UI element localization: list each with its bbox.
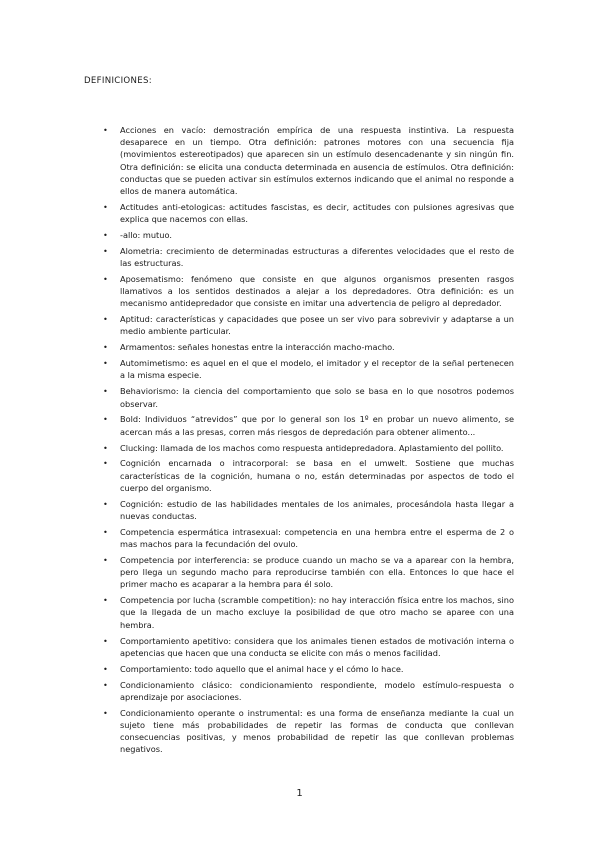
bullet-icon: • <box>103 414 108 425</box>
definition-item <box>100 554 514 591</box>
bullet-icon: • <box>103 125 108 135</box>
definition-text: Behaviorismo: la ciencia del comportamiento que solo se basa en lo que nosotros podemos observar. <box>120 386 514 409</box>
definition-text: Condicionamiento operante o instrumental: es una forma de enseñanza mediante la cual un sujeto tiene más probabilidades de repetir las formas de conducta que conllevan consecuencias positivas, y menos probabilidad de repetir las que conllevan problemas negativos. <box>120 707 514 755</box>
bullet-icon: • <box>103 442 108 453</box>
definition-item <box>100 201 514 225</box>
definition-item <box>100 442 514 454</box>
definition-text: Acciones en vacío: demostración empírica de una respuesta instintiva. La respuesta desaparece en un tiempo. Otra definición: patrones motores con una secuencia fija (movimientos estereotipados) que aparecen sin un estímulo desencadenante y sin ningún fin. Otra definición: se elicita una conducta determinada en ausencia de estímulos. Otra definición: conductas que se pueden activar sin estímulos externos indicando que el animal no responde a ellos de manera automática. <box>120 125 514 197</box>
bullet-icon: • <box>103 273 108 284</box>
definition-text: Competencia por lucha (scramble competition): no hay interacción física entre los machos, sino que la llegada de un macho excluye la posibilidad de que otro macho se aparee con una hembra. <box>120 595 514 630</box>
bullet-icon: • <box>103 554 108 565</box>
definition-item <box>100 413 514 437</box>
definition-item <box>100 385 514 409</box>
bullet-icon: • <box>103 201 108 212</box>
definition-item <box>100 594 514 631</box>
definition-item <box>100 341 514 353</box>
definition-item <box>100 313 514 337</box>
definition-text: Alometria: crecimiento de determinadas estructuras a diferentes velocidades que el resto de las estructuras. <box>120 245 514 269</box>
bullet-icon: • <box>103 498 108 509</box>
definition-text: Aposematismo: fenómeno que consiste en que algunos organismos presenten rasgos llamativos a los sentidos destinados a alejar a los depredadores. Otra definición: es un mecanismo antidepredador que consiste en imitar una advertencia de peligro al depredador. <box>120 273 514 309</box>
definition-text: Bold: Individuos “atrevidos” que por lo general son los 1º en probar un nuevo alimento, se acercan más a las presas, corren más riesgos de depredación para obtener alimento... <box>120 414 514 437</box>
definition-text: Competencia espermática intrasexual: competencia en una hembra entre el esperma de 2 o mas machos para la fecundación del ovulo. <box>120 526 514 550</box>
definition-item <box>100 245 514 269</box>
definition-item <box>100 498 514 522</box>
definition-text: Clucking: llamada de los machos como respuesta antidepredadora. Aplastamiento del pollito. <box>120 442 504 453</box>
definition-text: Comportamiento: todo aquello que el animal hace y el cómo lo hace. <box>120 663 404 674</box>
definition-text: Aptitud: características y capacidades que posee un ser vivo para sobrevivir y adaptarse a un medio ambiente particular. <box>120 314 514 337</box>
bullet-icon: • <box>103 458 108 469</box>
definition-item <box>100 679 514 703</box>
bullet-icon: • <box>103 342 108 353</box>
definition-item <box>100 663 514 675</box>
bullet-icon: • <box>103 526 108 537</box>
definition-text: Cognición: estudio de las habilidades mentales de los animales, procesándola hasta llegar a nuevas conductas. <box>120 498 514 521</box>
bullet-icon: • <box>103 230 108 240</box>
definition-item <box>100 635 514 659</box>
bullet-icon: • <box>103 595 108 606</box>
bullet-icon: • <box>103 663 108 674</box>
section-heading: DEFINICIONES: <box>84 76 152 86</box>
definitions-list <box>100 124 514 759</box>
bullet-icon: • <box>103 314 108 325</box>
bullet-icon: • <box>103 245 108 256</box>
definition-text: Actitudes anti-etologicas: actitudes fascistas, es decir, actitudes con pulsiones agresivas que explica que nacemos con ellas. <box>120 201 514 225</box>
bullet-icon: • <box>103 386 108 397</box>
bullet-icon: • <box>103 707 108 718</box>
definition-text: Competencia por interferencia: se produce cuando un macho se va a aparear con la hembra, pero llega un segundo macho para reproducirse también con ella. Entonces lo que hace el primer macho es acaparar a la hembra para él solo. <box>120 554 514 590</box>
definition-item <box>100 526 514 550</box>
bullet-icon: • <box>103 358 108 369</box>
bullet-icon: • <box>103 679 108 690</box>
definition-text: -allo: mutuo. <box>120 230 172 240</box>
definition-text: Automimetismo: es aquel en el que el modelo, el imitador y el receptor de la señal pertenecen a la misma especie. <box>120 358 514 381</box>
definition-text: Armamentos: señales honestas entre la interacción macho-macho. <box>120 342 395 353</box>
page-number: 1 <box>296 788 303 799</box>
definition-item <box>100 124 514 197</box>
definition-item <box>100 457 514 494</box>
definition-item <box>100 707 514 756</box>
bullet-icon: • <box>103 635 108 646</box>
definition-item <box>100 229 514 241</box>
definition-text: Cognición encarnada o intracorporal: se basa en el umwelt. Sostiene que muchas características de la cognición, humana o no, están determinadas por aspectos de todo el cuerpo del organismo. <box>120 458 514 493</box>
definition-text: Comportamiento apetitivo: considera que los animales tienen estados de motivación interna o apetencias que hacen que una conducta se elicite con más o menos facilidad. <box>120 635 514 658</box>
definition-item <box>100 357 514 381</box>
definition-item <box>100 273 514 310</box>
definition-text: Condicionamiento clásico: condicionamiento respondiente, modelo estímulo-respuesta o aprendizaje por asociaciones. <box>120 679 514 702</box>
